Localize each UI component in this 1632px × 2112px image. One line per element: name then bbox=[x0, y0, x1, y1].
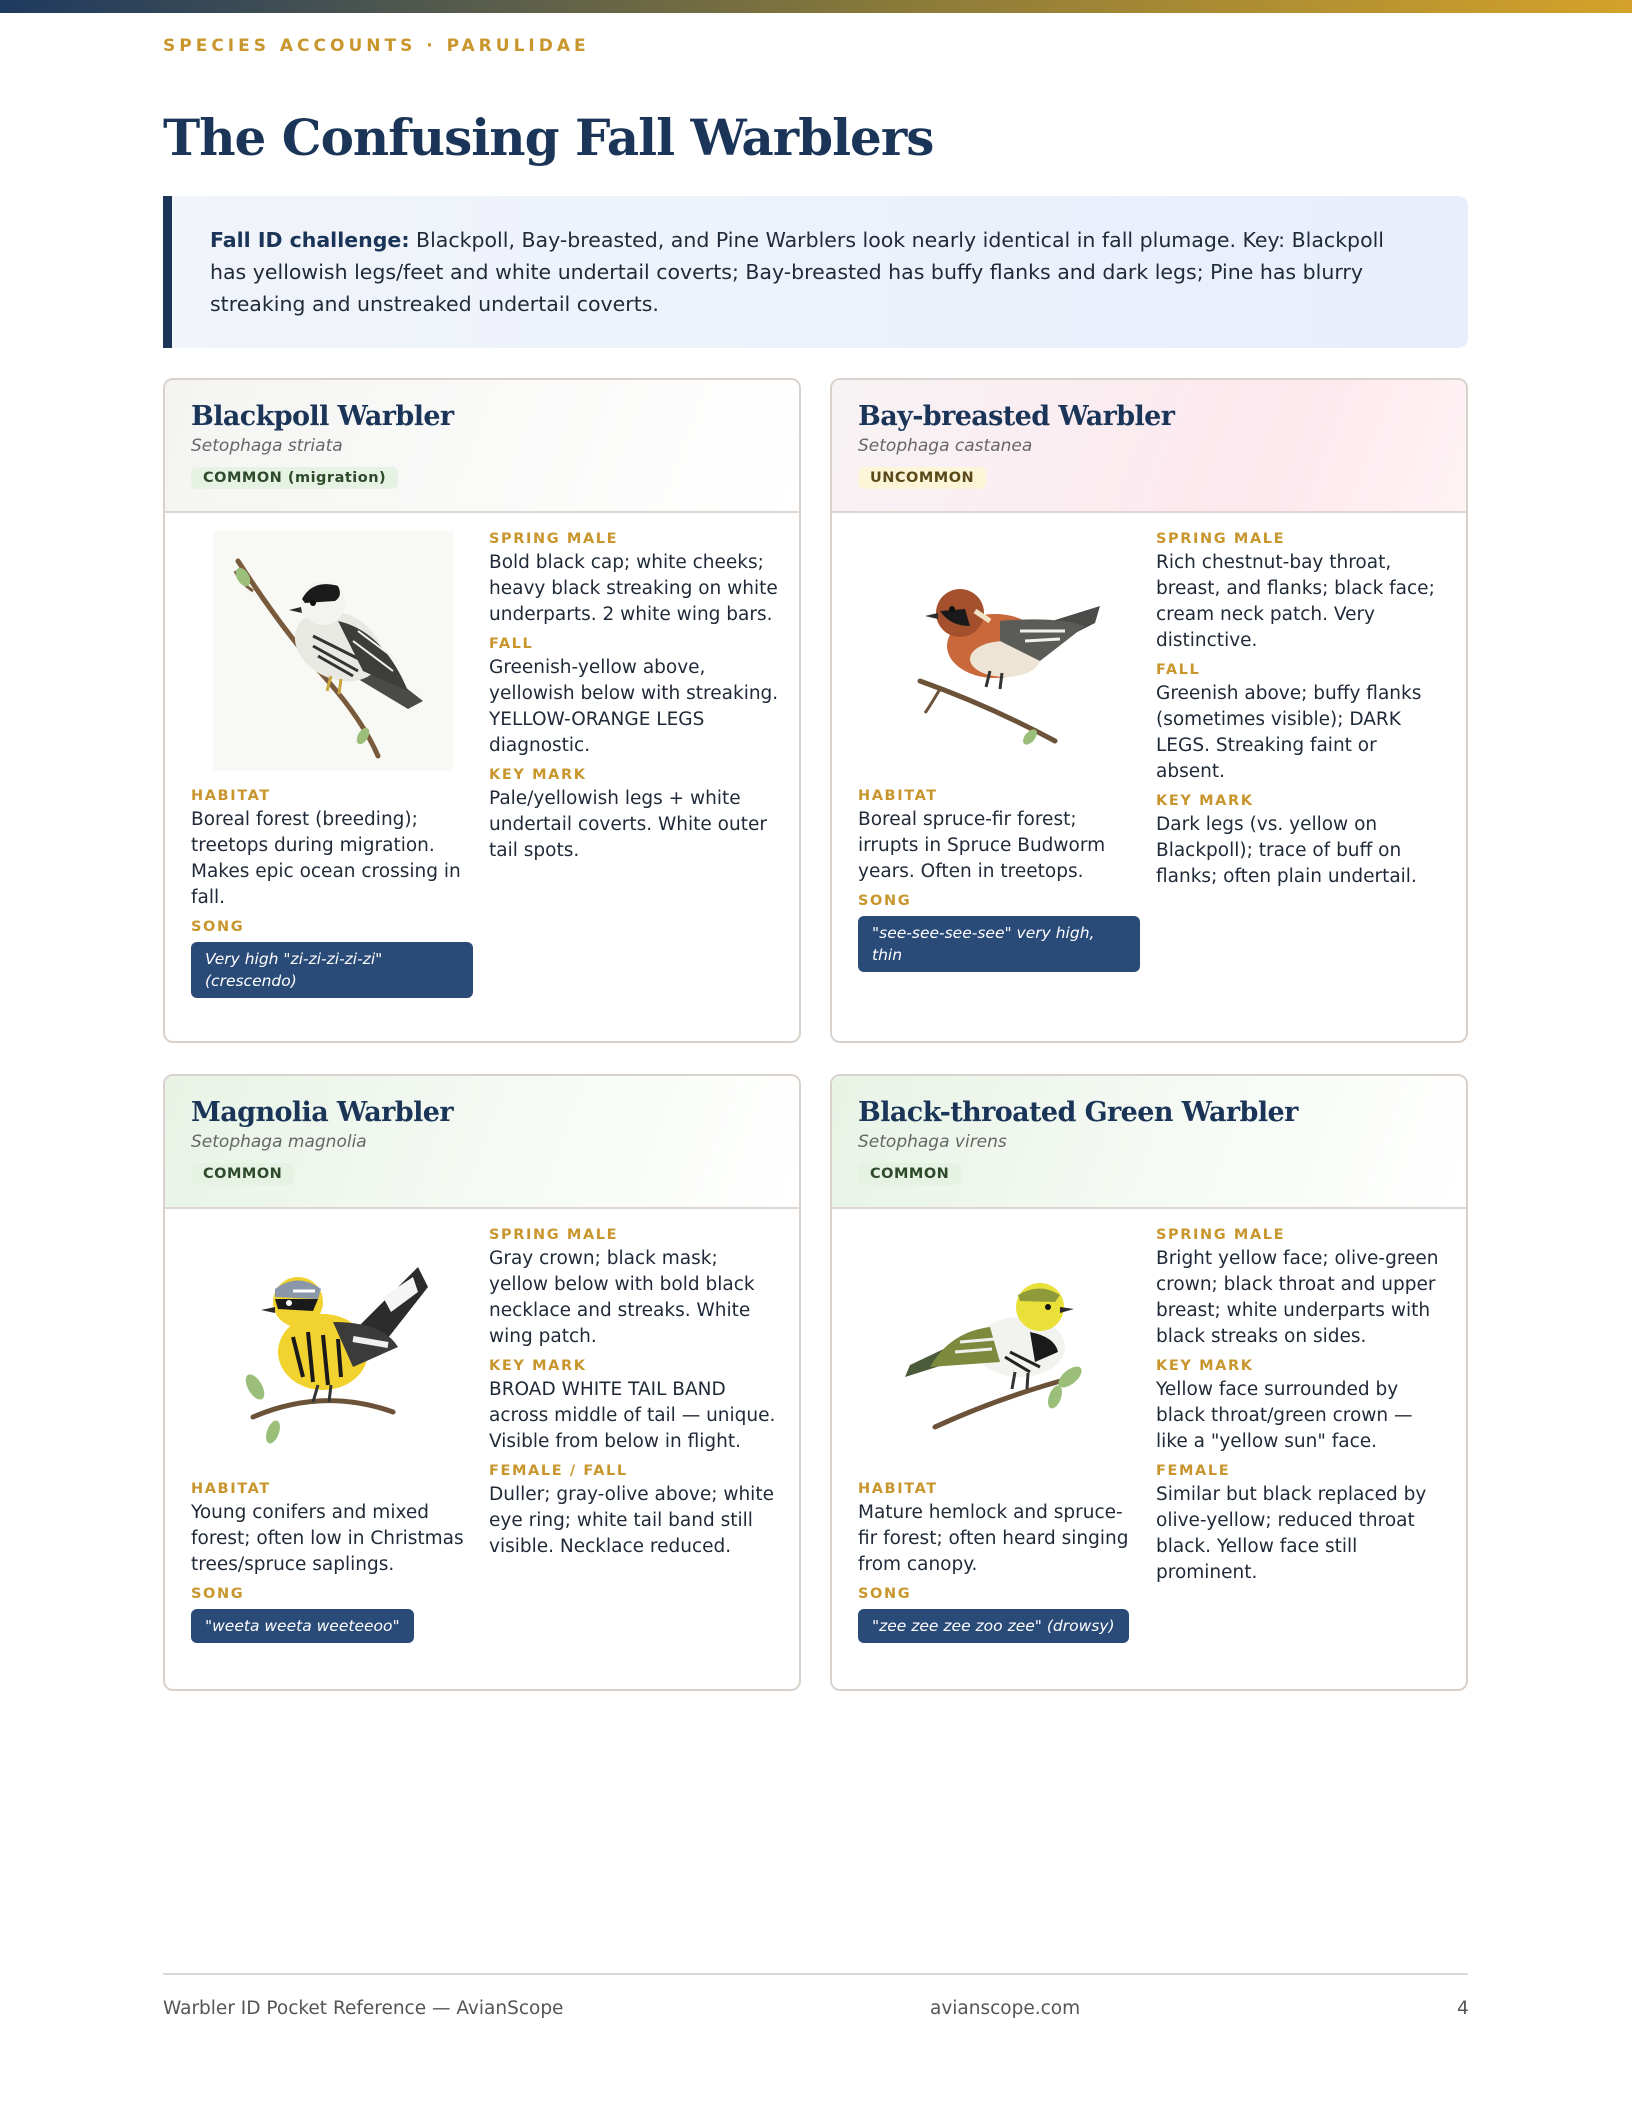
habitat-text: Boreal spruce-fir forest; irrupts in Spruce Budworm years. Often in treetops. bbox=[858, 809, 1106, 882]
bay-breasted-warbler-image bbox=[880, 531, 1120, 771]
note-label: SPRING MALE bbox=[1156, 1227, 1286, 1243]
habitat-text: Young conifers and mixed forest; often low in Christmas trees/spruce saplings. bbox=[191, 1502, 464, 1575]
habitat-text: Boreal forest (breeding); treetops during migration. Makes epic ocean crossing in fall. bbox=[191, 809, 461, 908]
note-text: Similar but black replaced by olive-yellow; reduced throat black. Yellow face still prominent. bbox=[1156, 1484, 1427, 1583]
status-badge: COMMON bbox=[858, 1163, 961, 1185]
status-badge: COMMON bbox=[191, 1163, 294, 1185]
note-label: FALL bbox=[489, 636, 534, 652]
note-label: SPRING MALE bbox=[489, 531, 619, 547]
footer-divider bbox=[163, 1973, 1468, 1975]
note-label: SPRING MALE bbox=[1156, 531, 1286, 547]
section-eyebrow: SPECIES ACCOUNTS · PARULIDAE bbox=[163, 36, 590, 56]
note-label: FALL bbox=[1156, 662, 1201, 678]
blackpoll-warbler-image bbox=[213, 531, 453, 771]
species-name: Black-throated Green Warbler bbox=[858, 1097, 1298, 1128]
note-text: Gray crown; black mask; yellow below with bold black necklace and streaks. White wing patch. bbox=[489, 1248, 755, 1347]
species-name: Bay-breasted Warbler bbox=[858, 401, 1175, 432]
footer-publication: Warbler ID Pocket Reference — AvianScope bbox=[163, 1998, 564, 2019]
fall-id-callout bbox=[163, 196, 1468, 348]
id-notes-column bbox=[489, 1227, 781, 1568]
note-label: SPRING MALE bbox=[489, 1227, 619, 1243]
scientific-name: Setophaga striata bbox=[191, 436, 343, 456]
note-text: Bright yellow face; olive-green crown; black throat and upper breast; white underparts with black streaks on sides. bbox=[1156, 1248, 1439, 1347]
id-notes-column bbox=[1156, 531, 1448, 898]
note-label: KEY MARK bbox=[489, 767, 587, 783]
note-label: KEY MARK bbox=[1156, 793, 1254, 809]
habitat-label: HABITAT bbox=[858, 1481, 938, 1497]
note-text: Greenish-yellow above, yellowish below with streaking. YELLOW-ORANGE LEGS diagnostic. bbox=[489, 657, 779, 756]
note-text: Bold black cap; white cheeks; heavy black streaking on white underparts. 2 white wing bars. bbox=[489, 552, 778, 625]
song-label: SONG bbox=[191, 919, 245, 935]
note-text: Pale/yellowish legs + white undertail coverts. White outer tail spots. bbox=[489, 788, 767, 861]
species-name: Magnolia Warbler bbox=[191, 1097, 453, 1128]
note-text: Greenish above; buffy flanks (sometimes visible); DARK LEGS. Streaking faint or absent. bbox=[1156, 683, 1422, 782]
habitat-label: HABITAT bbox=[191, 788, 271, 804]
status-badge: COMMON (migration) bbox=[191, 467, 398, 489]
note-label: KEY MARK bbox=[489, 1358, 587, 1374]
id-notes-column bbox=[1156, 1227, 1448, 1594]
species-card-blackpoll bbox=[163, 378, 801, 1043]
song-pill: "weeta weeta weeteeoo" bbox=[191, 1609, 414, 1643]
magnolia-warbler-image bbox=[213, 1227, 453, 1467]
note-text: Duller; gray-olive above; white eye ring; white tail band still visible. Necklace reduced. bbox=[489, 1484, 774, 1557]
footer-website: avianscope.com bbox=[930, 1998, 1081, 2019]
species-card-magnolia bbox=[163, 1074, 801, 1691]
status-badge: UNCOMMON bbox=[858, 467, 986, 489]
species-card-bay-breasted bbox=[830, 378, 1468, 1043]
black-throated-green-warbler-image bbox=[880, 1227, 1120, 1467]
habitat-column bbox=[191, 788, 469, 998]
song-pill: "zee zee zee zoo zee" (drowsy) bbox=[858, 1609, 1129, 1643]
note-text: BROAD WHITE TAIL BAND across middle of tail — unique. Visible from below in flight. bbox=[489, 1379, 776, 1452]
habitat-column bbox=[191, 1481, 469, 1643]
song-label: SONG bbox=[191, 1586, 245, 1602]
scientific-name: Setophaga castanea bbox=[858, 436, 1033, 456]
habitat-column bbox=[858, 1481, 1136, 1643]
card-header bbox=[165, 1076, 799, 1209]
habitat-text: Mature hemlock and spruce-fir forest; often heard singing from canopy. bbox=[858, 1502, 1129, 1575]
habitat-label: HABITAT bbox=[858, 788, 938, 804]
note-text: Rich chestnut-bay throat, breast, and flanks; black face; cream neck patch. Very distinctive. bbox=[1156, 552, 1435, 651]
id-notes-column bbox=[489, 531, 781, 872]
song-label: SONG bbox=[858, 1586, 912, 1602]
callout-text: Blackpoll, Bay-breasted, and Pine Warblers look nearly identical in fall plumage. Key: Blackpoll has yellowish legs/feet and white undertail coverts; Bay-breasted has buffy flanks and dark legs; Pine has blurry streaking and unstreaked undertail coverts. bbox=[210, 228, 1385, 316]
note-label: KEY MARK bbox=[1156, 1358, 1254, 1374]
card-header bbox=[165, 380, 799, 513]
scientific-name: Setophaga magnolia bbox=[191, 1132, 367, 1152]
scientific-name: Setophaga virens bbox=[858, 1132, 1007, 1152]
top-accent-bar bbox=[0, 0, 1632, 13]
card-header bbox=[832, 380, 1466, 513]
song-pill: "see-see-see-see" very high, thin bbox=[858, 916, 1140, 972]
species-card-black-throated-green bbox=[830, 1074, 1468, 1691]
habitat-label: HABITAT bbox=[191, 1481, 271, 1497]
habitat-column bbox=[858, 788, 1136, 972]
species-name: Blackpoll Warbler bbox=[191, 401, 454, 432]
note-label: FEMALE bbox=[1156, 1463, 1231, 1479]
callout-label: Fall ID challenge: bbox=[210, 228, 410, 252]
song-label: SONG bbox=[858, 893, 912, 909]
card-header bbox=[832, 1076, 1466, 1209]
page-number: 4 bbox=[1457, 1998, 1469, 2019]
page-title: The Confusing Fall Warblers bbox=[163, 108, 934, 167]
note-text: Dark legs (vs. yellow on Blackpoll); trace of buff on flanks; often plain undertail. bbox=[1156, 814, 1417, 887]
note-text: Yellow face surrounded by black throat/green crown — like a "yellow sun" face. bbox=[1156, 1379, 1413, 1452]
song-pill: Very high "zi-zi-zi-zi-zi" (crescendo) bbox=[191, 942, 473, 998]
note-label: FEMALE / FALL bbox=[489, 1463, 628, 1479]
